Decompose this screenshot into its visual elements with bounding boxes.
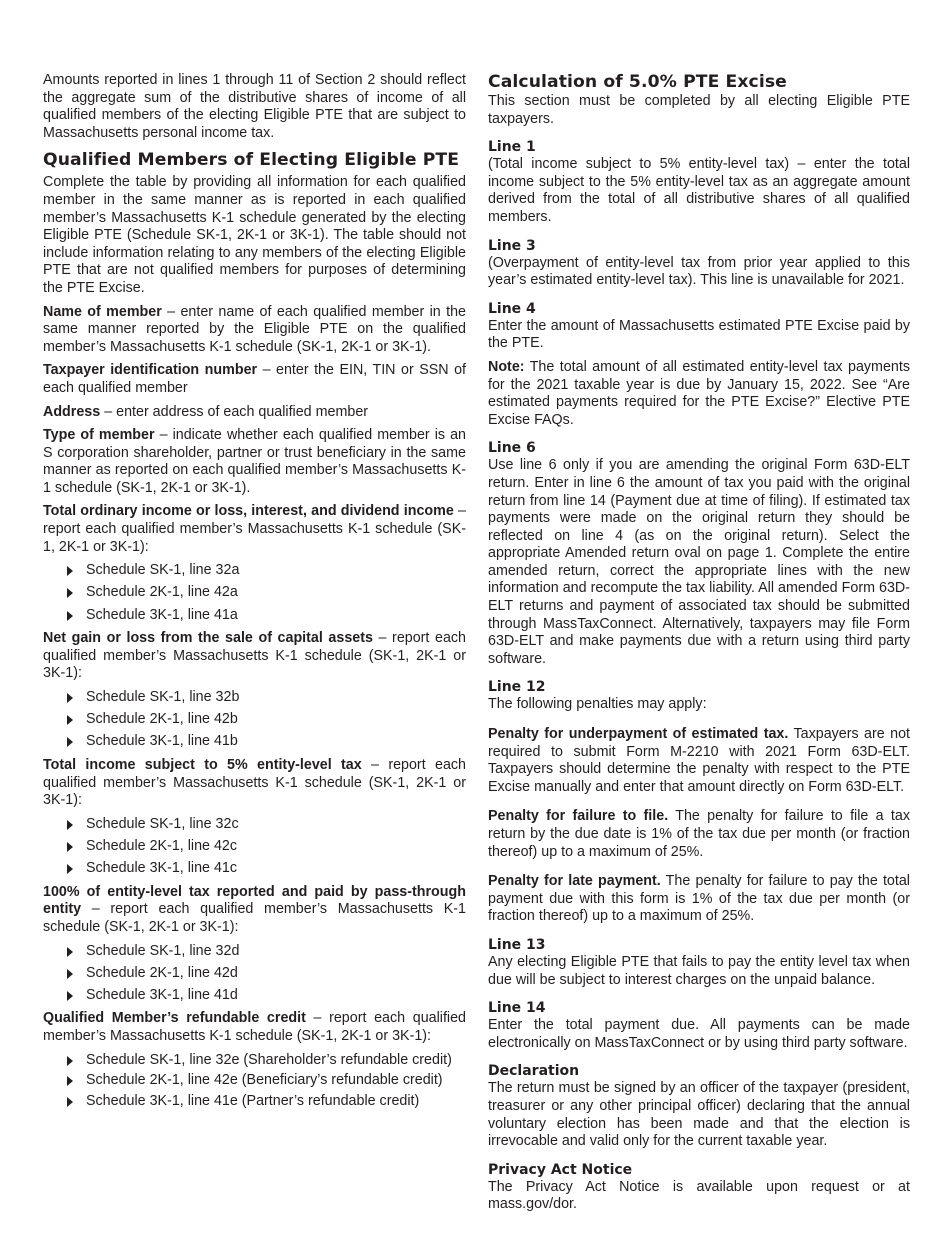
list-item: Schedule 3K-1, line 41a (67, 607, 466, 625)
penalty-underpayment (488, 726, 910, 796)
address-entry (43, 404, 466, 422)
penalty-late-payment (488, 873, 910, 926)
list-item: Schedule 3K-1, line 41c (67, 860, 466, 878)
list-item: Schedule 2K-1, line 42b (67, 711, 466, 729)
capital-gain-entry (43, 630, 466, 683)
intro-paragraph: Amounts reported in lines 1 through 11 of Section 2 should reflect the aggregate sum of the distributive shares of income of all qualified members of the electing Eligible PTE that are subject to Massachusetts personal income tax. (43, 72, 466, 141)
term: Qualified Member’s refundable credit (43, 1010, 306, 1027)
qualified-members-heading: Qualified Members of Electing Eligible PTE (43, 150, 460, 171)
list-item: Schedule 2K-1, line 42c (67, 838, 466, 856)
refundable-credit-list (43, 1052, 466, 1111)
list-item: Schedule 2K-1, line 42a (67, 584, 466, 602)
ordinary-income-list (43, 562, 466, 624)
entity-level-tax-list (43, 943, 466, 1005)
line-4-heading: Line 4 (488, 300, 536, 317)
term: Total income subject to 5% entity-level tax (43, 756, 362, 773)
line-6-text: Use line 6 only if you are amending the original Form 63D-ELT return. Enter in line 6 the amount of tax you paid with the original return from line 14 (Payment due at time of filing). If estimated tax payments were made on the original return they should be reflected on line 4 (as on the original return). Select the appropriate Amended return oval on page 1. Complete the entire amended return, correct the appropriate lines with the new information and recompute the tax liability. All amended Form 63D-ELT returns and payment of associated tax should be submitted through MassTaxConnect. Alternatively, taxpayers may file Form 63D-ELT and make payments due with a return using third party software. (488, 457, 910, 667)
privacy-text: The Privacy Act Notice is available upon request or at mass.gov/dor. (488, 1178, 910, 1213)
income-5pct-entry (43, 757, 466, 810)
line-4-text: Enter the amount of Massachusetts estimated PTE Excise paid by the PTE. (488, 317, 910, 352)
line-6-heading: Line 6 (488, 440, 536, 457)
line-12-heading: Line 12 (488, 679, 546, 696)
line-13-heading: Line 13 (488, 936, 546, 953)
penalty-failure-to-file (488, 808, 910, 861)
line-14-text: Enter the total payment due. All payments can be made electronically on MassTaxConnect or by using third party software. (488, 1017, 910, 1051)
entity-level-tax-entry (43, 884, 466, 937)
declaration-text: The return must be signed by an officer of the taxpayer (president, treasurer or any other principal officer) declaring that the annual voluntary election has been made and that the election is irrevocable and valid only for the current taxable year. (488, 1080, 910, 1150)
description: – report each qualified member’s Massachusetts K-1 schedule (SK-1, 2K-1 or 3K-1): (43, 630, 466, 682)
line-14-heading: Line 14 (488, 1000, 546, 1017)
line-3-heading: Line 3 (488, 237, 536, 254)
list-item: Schedule 3K-1, line 41b (67, 733, 466, 751)
calculation-heading: Calculation of 5.0% PTE Excise (488, 72, 787, 92)
list-item: Schedule SK-1, line 32c (67, 816, 466, 834)
list-item: Schedule SK-1, line 32e (Shareholder’s refundable credit) (67, 1052, 466, 1070)
term: 100% of entity-level tax reported and paid by pass-through entity (43, 883, 466, 918)
term: Address (43, 403, 101, 420)
term: Penalty for failure to file. (488, 808, 669, 825)
line-1-heading: Line 1 (488, 139, 536, 156)
right-column (488, 72, 910, 1220)
description: The penalty for failure to file a tax return by the due date is 1% of the tax due per month (or fraction thereof) up to a maximum of 25%. (488, 808, 910, 860)
term: Net gain or loss from the sale of capital assets (43, 630, 373, 647)
income-5pct-list (43, 816, 466, 878)
calculation-intro: This section must be completed by all electing Eligible PTE taxpayers. (488, 93, 910, 127)
left-column (43, 72, 466, 1116)
description: – enter name of each qualified member in the same manner reported by the Eligible PTE on the qualified member’s Massachusetts K-1 schedule (SK-1, 2K-1 or 3K-1). (43, 303, 466, 355)
table-instructions: Complete the table by providing all information for each qualified member in the same manner as is reported in each qualified member’s Massachusetts K-1 schedule generated by the electing Eligible PTE (Schedule SK-1, 2K-1 or 3K-1). The table should not include information relating to any members of the electing Eligible PTE that are not qualified members for purposes of determining the PTE Excise. (43, 174, 466, 296)
description: – enter address of each qualified member (100, 403, 369, 420)
list-item: Schedule 3K-1, line 41d (67, 987, 466, 1005)
term: Penalty for underpayment of estimated tax. (488, 726, 789, 743)
description: – indicate whether each qualified member is an S corporation shareholder, partner or trust beneficiary in the same manner as reported on each qualified member’s Massachusetts K-1 schedule (SK-1, 2K-1 or 3K-1). (43, 427, 466, 496)
line-12-text: The following penalties may apply: (488, 696, 707, 713)
list-item: Schedule SK-1, line 32a (67, 562, 466, 580)
description: – report each qualified member’s Massachusetts K-1 schedule (SK-1, 2K-1 or 3K-1): (43, 901, 466, 935)
list-item: Schedule 2K-1, line 42d (67, 965, 466, 983)
description: Taxpayers are not required to submit Form M-2210 with 2021 Form 63D-ELT. Taxpayers should determine the penalty with respect to the PTE Excise manually and enter that amount directly on Form 63D-ELT. (488, 726, 911, 795)
description: The penalty for failure to pay the total payment due with this form is 1% of the tax due per month (or fraction thereof) up to a maximum of 25%. (488, 873, 910, 925)
type-of-member-entry (43, 427, 466, 497)
list-item: Schedule SK-1, line 32b (67, 689, 466, 707)
term: Type of member (43, 427, 155, 444)
note-paragraph (488, 359, 910, 429)
line-13-text: Any electing Eligible PTE that fails to pay the entity level tax when due will be subject to interest charges on the unpaid balance. (488, 953, 910, 988)
tin-entry (43, 362, 466, 397)
line-1-text: (Total income subject to 5% entity-level tax) – enter the total income subject to the 5% entity-level tax as an aggregate amount derived from the total of all distributive shares of all qualified members. (488, 156, 910, 225)
term: Taxpayer identification number (43, 362, 258, 379)
name-of-member-entry (43, 304, 466, 357)
refundable-credit-entry (43, 1010, 466, 1045)
term: Penalty for late payment. (488, 873, 661, 890)
note-text: The total amount of all estimated entity-level tax payments for the 2021 taxable year is due by January 15, 2022. See “Are estimated payments required for the PTE Excise?” Elective PTE Excise FAQs. (488, 358, 910, 428)
note-label: Note: (488, 358, 525, 375)
description: – report each qualified member’s Massachusetts K-1 schedule (SK-1, 2K-1 or 3K-1): (43, 756, 466, 809)
privacy-heading: Privacy Act Notice (488, 1161, 633, 1178)
ordinary-income-entry (43, 503, 466, 556)
list-item: Schedule SK-1, line 32d (67, 943, 466, 961)
list-item: Schedule 3K-1, line 41e (Partner’s refundable credit) (67, 1093, 466, 1111)
description: – enter the EIN, TIN or SSN of each qualified member (43, 362, 466, 396)
line-3-text: (Overpayment of entity-level tax from prior year applied to this year’s estimated entity-level tax). This line is unavailable for 2021. (488, 254, 910, 289)
description: – report each qualified member’s Massachusetts K-1 schedule (SK-1, 2K-1 or 3K-1): (43, 1010, 466, 1045)
description: – report each qualified member’s Massachusetts K-1 schedule (SK-1, 2K-1 or 3K-1): (43, 503, 466, 555)
term: Total ordinary income or loss, interest, and dividend income (43, 503, 454, 520)
declaration-heading: Declaration (488, 1063, 580, 1080)
list-item: Schedule 2K-1, line 42e (Beneficiary’s refundable credit) (67, 1072, 466, 1090)
term: Name of member (43, 303, 162, 320)
capital-gain-list (43, 689, 466, 751)
